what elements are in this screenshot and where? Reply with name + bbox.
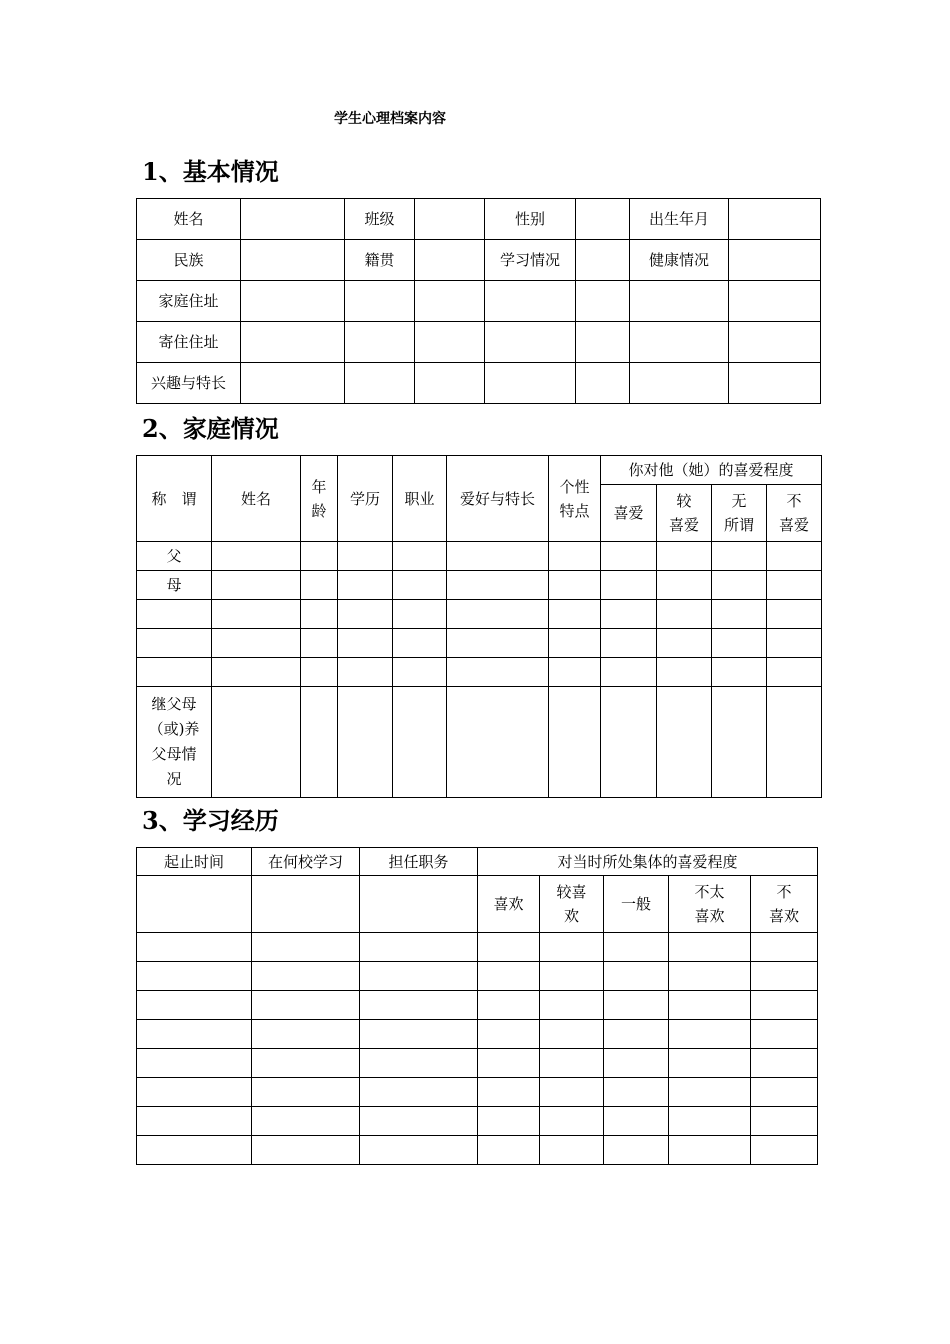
header-neutral: 一般	[604, 876, 669, 933]
table-row	[137, 1078, 818, 1107]
basic-info-table	[136, 198, 821, 404]
input-cell[interactable]	[252, 876, 360, 933]
input-cell[interactable]	[712, 629, 767, 658]
input-cell[interactable]	[447, 629, 549, 658]
header-relation: 称 谓	[137, 456, 212, 542]
input-cell[interactable]	[301, 542, 338, 571]
input-cell[interactable]	[252, 1136, 360, 1165]
input-cell-birth[interactable]	[729, 199, 821, 240]
input-cell[interactable]	[478, 1078, 540, 1107]
input-cell[interactable]	[478, 1136, 540, 1165]
table-row	[137, 1049, 818, 1078]
input-cell[interactable]	[751, 1049, 818, 1078]
input-cell[interactable]	[212, 571, 301, 600]
input-cell[interactable]	[767, 687, 822, 798]
header-like: 喜欢	[478, 876, 540, 933]
input-cell[interactable]	[485, 322, 576, 363]
input-cell[interactable]	[360, 1078, 478, 1107]
header-indifferent: 无 所谓	[712, 485, 767, 542]
input-cell[interactable]	[360, 1136, 478, 1165]
row-label-father: 父	[137, 542, 212, 571]
row-label-step-parents: 继父母 （或)养 父母情 况	[137, 687, 212, 798]
input-cell[interactable]	[657, 542, 712, 571]
input-cell[interactable]	[669, 1020, 751, 1049]
label-native-place: 籍贯	[345, 240, 415, 281]
study-history-table	[136, 847, 818, 1165]
input-cell[interactable]	[549, 629, 601, 658]
input-cell[interactable]	[301, 658, 338, 687]
input-cell[interactable]	[137, 1107, 252, 1136]
header-like-more: 较喜 欢	[540, 876, 604, 933]
header-not-much: 不太 喜欢	[669, 876, 751, 933]
input-cell[interactable]	[137, 876, 252, 933]
input-cell[interactable]	[669, 933, 751, 962]
input-cell[interactable]	[540, 1107, 604, 1136]
header-liking-degree: 你对他（她）的喜爱程度	[601, 456, 822, 485]
input-cell[interactable]	[601, 658, 657, 687]
input-cell[interactable]	[212, 629, 301, 658]
input-cell[interactable]	[767, 600, 822, 629]
input-cell[interactable]	[751, 991, 818, 1020]
input-cell[interactable]	[137, 933, 252, 962]
input-cell[interactable]	[338, 571, 393, 600]
input-cell[interactable]	[669, 1078, 751, 1107]
input-cell[interactable]	[540, 1049, 604, 1078]
input-cell[interactable]	[576, 363, 630, 404]
input-cell[interactable]	[137, 629, 212, 658]
input-cell-ethnicity[interactable]	[241, 240, 345, 281]
input-cell[interactable]	[669, 991, 751, 1020]
input-cell[interactable]	[241, 281, 345, 322]
input-cell[interactable]	[604, 1049, 669, 1078]
input-cell[interactable]	[549, 687, 601, 798]
input-cell[interactable]	[212, 658, 301, 687]
input-cell[interactable]	[712, 542, 767, 571]
input-cell[interactable]	[669, 1049, 751, 1078]
input-cell[interactable]	[657, 600, 712, 629]
input-cell[interactable]	[301, 687, 338, 798]
input-cell-class[interactable]	[415, 199, 485, 240]
input-cell[interactable]	[751, 1107, 818, 1136]
input-cell[interactable]	[712, 571, 767, 600]
input-cell[interactable]	[540, 962, 604, 991]
input-cell[interactable]	[729, 281, 821, 322]
document-title: 学生心理档案内容	[334, 111, 446, 127]
input-cell[interactable]	[540, 1020, 604, 1049]
input-cell[interactable]	[360, 1107, 478, 1136]
input-cell[interactable]	[415, 281, 485, 322]
input-cell[interactable]	[137, 1136, 252, 1165]
input-cell[interactable]	[393, 600, 447, 629]
header-dislike: 不 喜爱	[767, 485, 822, 542]
input-cell[interactable]	[601, 687, 657, 798]
input-cell[interactable]	[212, 600, 301, 629]
input-cell[interactable]	[657, 658, 712, 687]
header-age: 年 龄	[301, 456, 338, 542]
input-cell[interactable]	[252, 1049, 360, 1078]
header-position: 担任职务	[360, 848, 478, 876]
input-cell[interactable]	[604, 1136, 669, 1165]
input-cell[interactable]	[604, 1020, 669, 1049]
input-cell[interactable]	[657, 687, 712, 798]
input-cell[interactable]	[549, 542, 601, 571]
input-cell[interactable]	[137, 600, 212, 629]
row-label-mother: 母	[137, 571, 212, 600]
input-cell[interactable]	[767, 629, 822, 658]
input-cell-study[interactable]	[576, 240, 630, 281]
header-personality: 个性 特点	[549, 456, 601, 542]
input-cell[interactable]	[549, 658, 601, 687]
input-cell[interactable]	[669, 962, 751, 991]
input-cell[interactable]	[576, 322, 630, 363]
input-cell[interactable]	[301, 600, 338, 629]
input-cell[interactable]	[751, 933, 818, 962]
input-cell[interactable]	[360, 962, 478, 991]
input-cell[interactable]	[657, 629, 712, 658]
input-cell[interactable]	[485, 281, 576, 322]
input-cell[interactable]	[630, 322, 729, 363]
input-cell[interactable]	[751, 1020, 818, 1049]
input-cell[interactable]	[345, 322, 415, 363]
label-birth: 出生年月	[630, 199, 729, 240]
input-cell[interactable]	[604, 1107, 669, 1136]
input-cell[interactable]	[729, 363, 821, 404]
input-cell[interactable]	[604, 933, 669, 962]
input-cell[interactable]	[415, 322, 485, 363]
input-cell[interactable]	[447, 571, 549, 600]
input-cell[interactable]	[478, 1107, 540, 1136]
label-study: 学习情况	[485, 240, 576, 281]
input-cell[interactable]	[252, 1107, 360, 1136]
input-cell[interactable]	[669, 1107, 751, 1136]
input-cell[interactable]	[712, 687, 767, 798]
input-cell[interactable]	[447, 600, 549, 629]
label-ethnicity: 民族	[137, 240, 241, 281]
input-cell[interactable]	[137, 1049, 252, 1078]
input-cell[interactable]	[604, 991, 669, 1020]
label-name: 姓名	[137, 199, 241, 240]
input-cell[interactable]	[540, 991, 604, 1020]
input-cell-health[interactable]	[729, 240, 821, 281]
label-lodging-address: 寄住住址	[137, 322, 241, 363]
table-row	[137, 991, 818, 1020]
input-cell[interactable]	[549, 600, 601, 629]
input-cell[interactable]	[604, 962, 669, 991]
input-cell[interactable]	[447, 542, 549, 571]
label-home-address: 家庭住址	[137, 281, 241, 322]
input-cell[interactable]	[393, 687, 447, 798]
input-cell[interactable]	[478, 1020, 540, 1049]
input-cell-name[interactable]	[241, 199, 345, 240]
input-cell[interactable]	[540, 1078, 604, 1107]
input-cell[interactable]	[393, 658, 447, 687]
input-cell[interactable]	[767, 571, 822, 600]
input-cell[interactable]	[252, 1020, 360, 1049]
input-cell[interactable]	[137, 991, 252, 1020]
input-cell[interactable]	[447, 687, 549, 798]
table-row	[137, 933, 818, 962]
input-cell[interactable]	[601, 600, 657, 629]
table-row	[137, 658, 822, 687]
input-cell[interactable]	[751, 1078, 818, 1107]
input-cell[interactable]	[137, 658, 212, 687]
table-row	[137, 687, 822, 798]
table-row	[137, 571, 822, 600]
header-like: 喜爱	[601, 485, 657, 542]
table-row	[137, 1136, 818, 1165]
input-cell[interactable]	[212, 687, 301, 798]
header-name: 姓名	[212, 456, 301, 542]
table-row	[137, 1107, 818, 1136]
input-cell[interactable]	[338, 629, 393, 658]
input-cell[interactable]	[478, 933, 540, 962]
table-row	[137, 1020, 818, 1049]
input-cell[interactable]	[729, 322, 821, 363]
input-cell[interactable]	[540, 933, 604, 962]
header-education: 学历	[338, 456, 393, 542]
input-cell[interactable]	[393, 571, 447, 600]
section-heading-basic: 1、基本情况	[142, 157, 279, 186]
input-cell[interactable]	[212, 542, 301, 571]
input-cell[interactable]	[137, 1020, 252, 1049]
input-cell[interactable]	[601, 571, 657, 600]
input-cell[interactable]	[360, 876, 478, 933]
input-cell[interactable]	[360, 1020, 478, 1049]
input-cell[interactable]	[485, 363, 576, 404]
input-cell[interactable]	[415, 363, 485, 404]
table-row	[137, 542, 822, 571]
label-interests: 兴趣与特长	[137, 363, 241, 404]
input-cell[interactable]	[301, 629, 338, 658]
input-cell[interactable]	[549, 571, 601, 600]
input-cell[interactable]	[767, 542, 822, 571]
label-health: 健康情况	[630, 240, 729, 281]
input-cell[interactable]	[241, 363, 345, 404]
header-hobby: 爱好与特长	[447, 456, 549, 542]
input-cell[interactable]	[252, 991, 360, 1020]
input-cell[interactable]	[751, 962, 818, 991]
input-cell[interactable]	[712, 658, 767, 687]
table-row	[137, 962, 818, 991]
input-cell[interactable]	[360, 991, 478, 1020]
input-cell[interactable]	[393, 542, 447, 571]
header-like-more: 较 喜爱	[657, 485, 712, 542]
input-cell[interactable]	[252, 962, 360, 991]
section-heading-family: 2、家庭情况	[142, 414, 279, 443]
table-row	[137, 600, 822, 629]
input-cell[interactable]	[601, 629, 657, 658]
header-liking-degree: 对当时所处集体的喜爱程度	[478, 848, 818, 876]
header-job: 职业	[393, 456, 447, 542]
input-cell[interactable]	[338, 658, 393, 687]
input-cell[interactable]	[338, 600, 393, 629]
input-cell[interactable]	[338, 687, 393, 798]
label-gender: 性别	[485, 199, 576, 240]
input-cell[interactable]	[345, 363, 415, 404]
input-cell[interactable]	[338, 542, 393, 571]
input-cell[interactable]	[137, 1078, 252, 1107]
input-cell[interactable]	[601, 542, 657, 571]
label-class: 班级	[345, 199, 415, 240]
input-cell[interactable]	[360, 1049, 478, 1078]
input-cell[interactable]	[669, 1136, 751, 1165]
input-cell[interactable]	[630, 281, 729, 322]
header-school: 在何校学习	[252, 848, 360, 876]
table-row	[137, 629, 822, 658]
input-cell[interactable]	[301, 571, 338, 600]
input-cell[interactable]	[241, 322, 345, 363]
input-cell[interactable]	[252, 1078, 360, 1107]
input-cell[interactable]	[478, 1049, 540, 1078]
input-cell[interactable]	[447, 658, 549, 687]
input-cell[interactable]	[767, 658, 822, 687]
input-cell[interactable]	[630, 363, 729, 404]
input-cell[interactable]	[478, 991, 540, 1020]
section-heading-study: 3、学习经历	[142, 806, 279, 835]
input-cell[interactable]	[478, 962, 540, 991]
input-cell[interactable]	[751, 1136, 818, 1165]
input-cell-gender[interactable]	[576, 199, 630, 240]
input-cell[interactable]	[393, 629, 447, 658]
input-cell-native-place[interactable]	[415, 240, 485, 281]
header-dislike: 不 喜欢	[751, 876, 818, 933]
input-cell[interactable]	[712, 600, 767, 629]
header-period: 起止时间	[137, 848, 252, 876]
family-info-table	[136, 455, 822, 798]
input-cell[interactable]	[540, 1136, 604, 1165]
input-cell[interactable]	[604, 1078, 669, 1107]
input-cell[interactable]	[360, 933, 478, 962]
input-cell[interactable]	[657, 571, 712, 600]
input-cell[interactable]	[137, 962, 252, 991]
input-cell[interactable]	[576, 281, 630, 322]
input-cell[interactable]	[252, 933, 360, 962]
input-cell[interactable]	[345, 281, 415, 322]
